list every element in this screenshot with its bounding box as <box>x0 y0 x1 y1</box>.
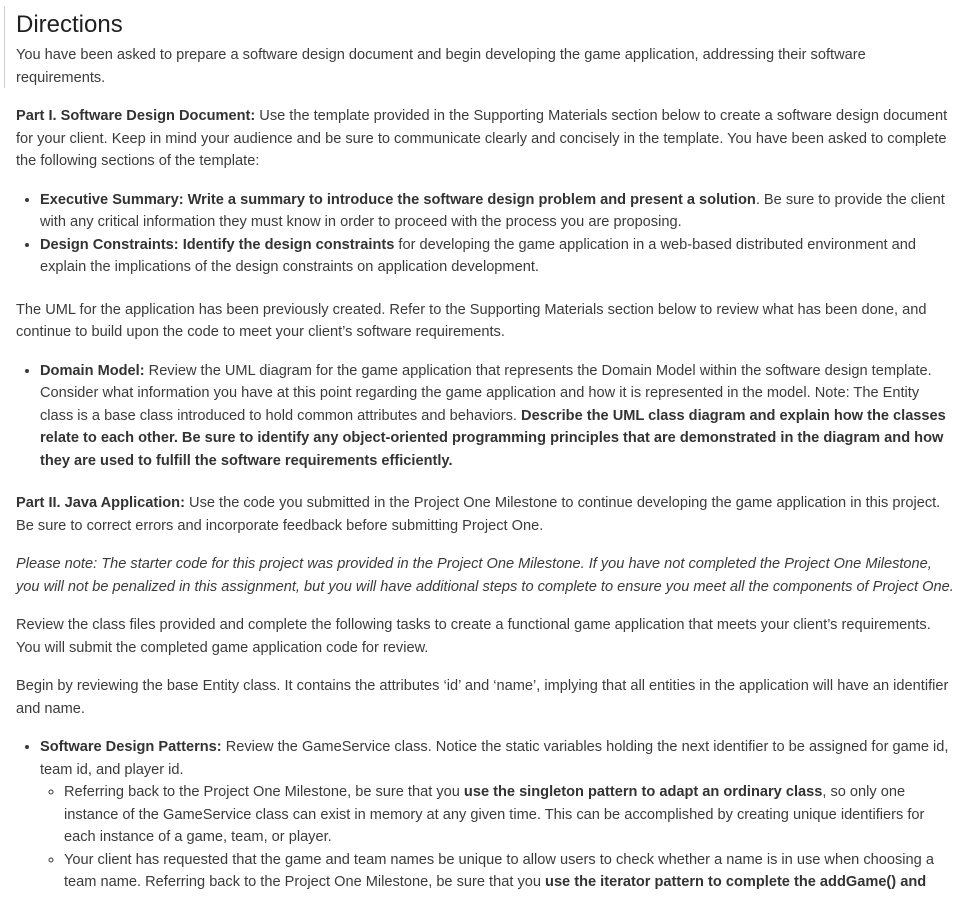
intro-paragraph: You have been asked to prepare a software design document and begin developing the game application, addressing their software requirements. <box>16 47 866 86</box>
part2-paragraph <box>16 492 956 537</box>
sublist-item-singleton <box>64 781 956 849</box>
list-item-design-constraints <box>40 234 956 279</box>
review-paragraph: Review the class files provided and complete the following tasks to create a functional game application that meets your client’s requirements. You will submit the completed game application code for review. <box>16 617 931 656</box>
page-title: Directions <box>16 11 123 38</box>
note-paragraph: Please note: The starter code for this project was provided in the Project One Milestone. If you have not completed the Project One Milestone, you will not be penalized in this assignment, but you will have additional steps to complete to ensure you meet all the components of Project One. <box>16 556 954 595</box>
list-item-executive-summary <box>40 189 956 234</box>
left-border-rule <box>4 6 5 88</box>
singleton-pre: Referring back to the Project One Milestone, be sure that you <box>64 784 464 800</box>
domain-model-list <box>16 360 956 473</box>
design-constraints-bold: Design Constraints: Identify the design constraints <box>40 236 395 253</box>
iterator-pre: Your client has requested that the game and team names be unique to allow users to check whether a name is in use when choosing a team name. Referring back to the Project One Milestone, be sure that you <box>64 851 934 890</box>
domain-model-bold-end: Describe the UML class diagram and explain how the classes relate to each other. Be sure to identify any object-oriented programming principles that are demonstrated in the diagram and how they are used to fulfill the software requirements efficiently. <box>40 407 946 469</box>
patterns-label: Software Design Patterns: <box>40 739 222 755</box>
part1-text: Use the template provided in the Supporting Materials section below to create a software design document for your client. Keep in mind your audience and be sure to communicate clearly and concisely in the template. You have been asked to complete the following sections of the template: <box>16 108 948 169</box>
sections-list <box>16 189 956 279</box>
directions-content <box>16 8 956 910</box>
entity-paragraph: Begin by reviewing the base Entity class. It contains the attributes ‘id’ and ‘name’, implying that all entities in the application will have an identifier and name. <box>16 678 949 717</box>
design-constraints-text: for developing the game application in a web-based distributed environment and explain the implications of the design constraints on application development. <box>40 236 917 275</box>
patterns-sublist <box>40 781 956 894</box>
part1-paragraph <box>16 105 956 173</box>
singleton-bold: use the singleton pattern to adapt an ordinary class <box>463 784 823 800</box>
list-item-domain-model <box>40 360 956 473</box>
singleton-post: , so only one instance of the GameService class can exist in memory at any given time. This can be accomplished by creating unique identifiers for each instance of a game, team, or player. <box>64 784 925 845</box>
patterns-text: Review the GameService class. Notice the static variables holding the next identifier to be assigned for game id, team id, and player id. <box>40 739 949 778</box>
uml-paragraph: The UML for the application has been previously created. Refer to the Supporting Materials section below to review what has been done, and continue to build upon the code to meet your client’s software requirements. <box>16 301 927 340</box>
part2-text: Use the code you submitted in the Project One Milestone to continue developing the game application in this project. Be sure to correct errors and incorporate feedback before submitting Project One. <box>16 495 941 534</box>
list-item-design-patterns <box>40 736 956 894</box>
domain-model-label: Domain Model: <box>40 362 145 379</box>
domain-model-text: Review the UML diagram for the game application that represents the Domain Model within the software design template. Consider what information you have at this point regarding the game application and how it is represented in the model. Note: The Entity class is a base class introduced to hold common attributes and behaviors. <box>40 362 932 424</box>
patterns-list <box>16 736 956 894</box>
part2-label: Part II. Java Application: <box>16 495 185 511</box>
iterator-bold: use the iterator pattern to complete the addGame() and <box>545 874 927 890</box>
part1-label: Part I. Software Design Document: <box>16 108 256 124</box>
executive-summary-text: . Be sure to provide the client with any critical information they must know in order to proceed with the process you are proposing. <box>40 191 945 230</box>
executive-summary-bold: Executive Summary: Write a summary to introduce the software design problem and present a solution <box>40 191 756 208</box>
sublist-item-iterator <box>64 849 956 894</box>
